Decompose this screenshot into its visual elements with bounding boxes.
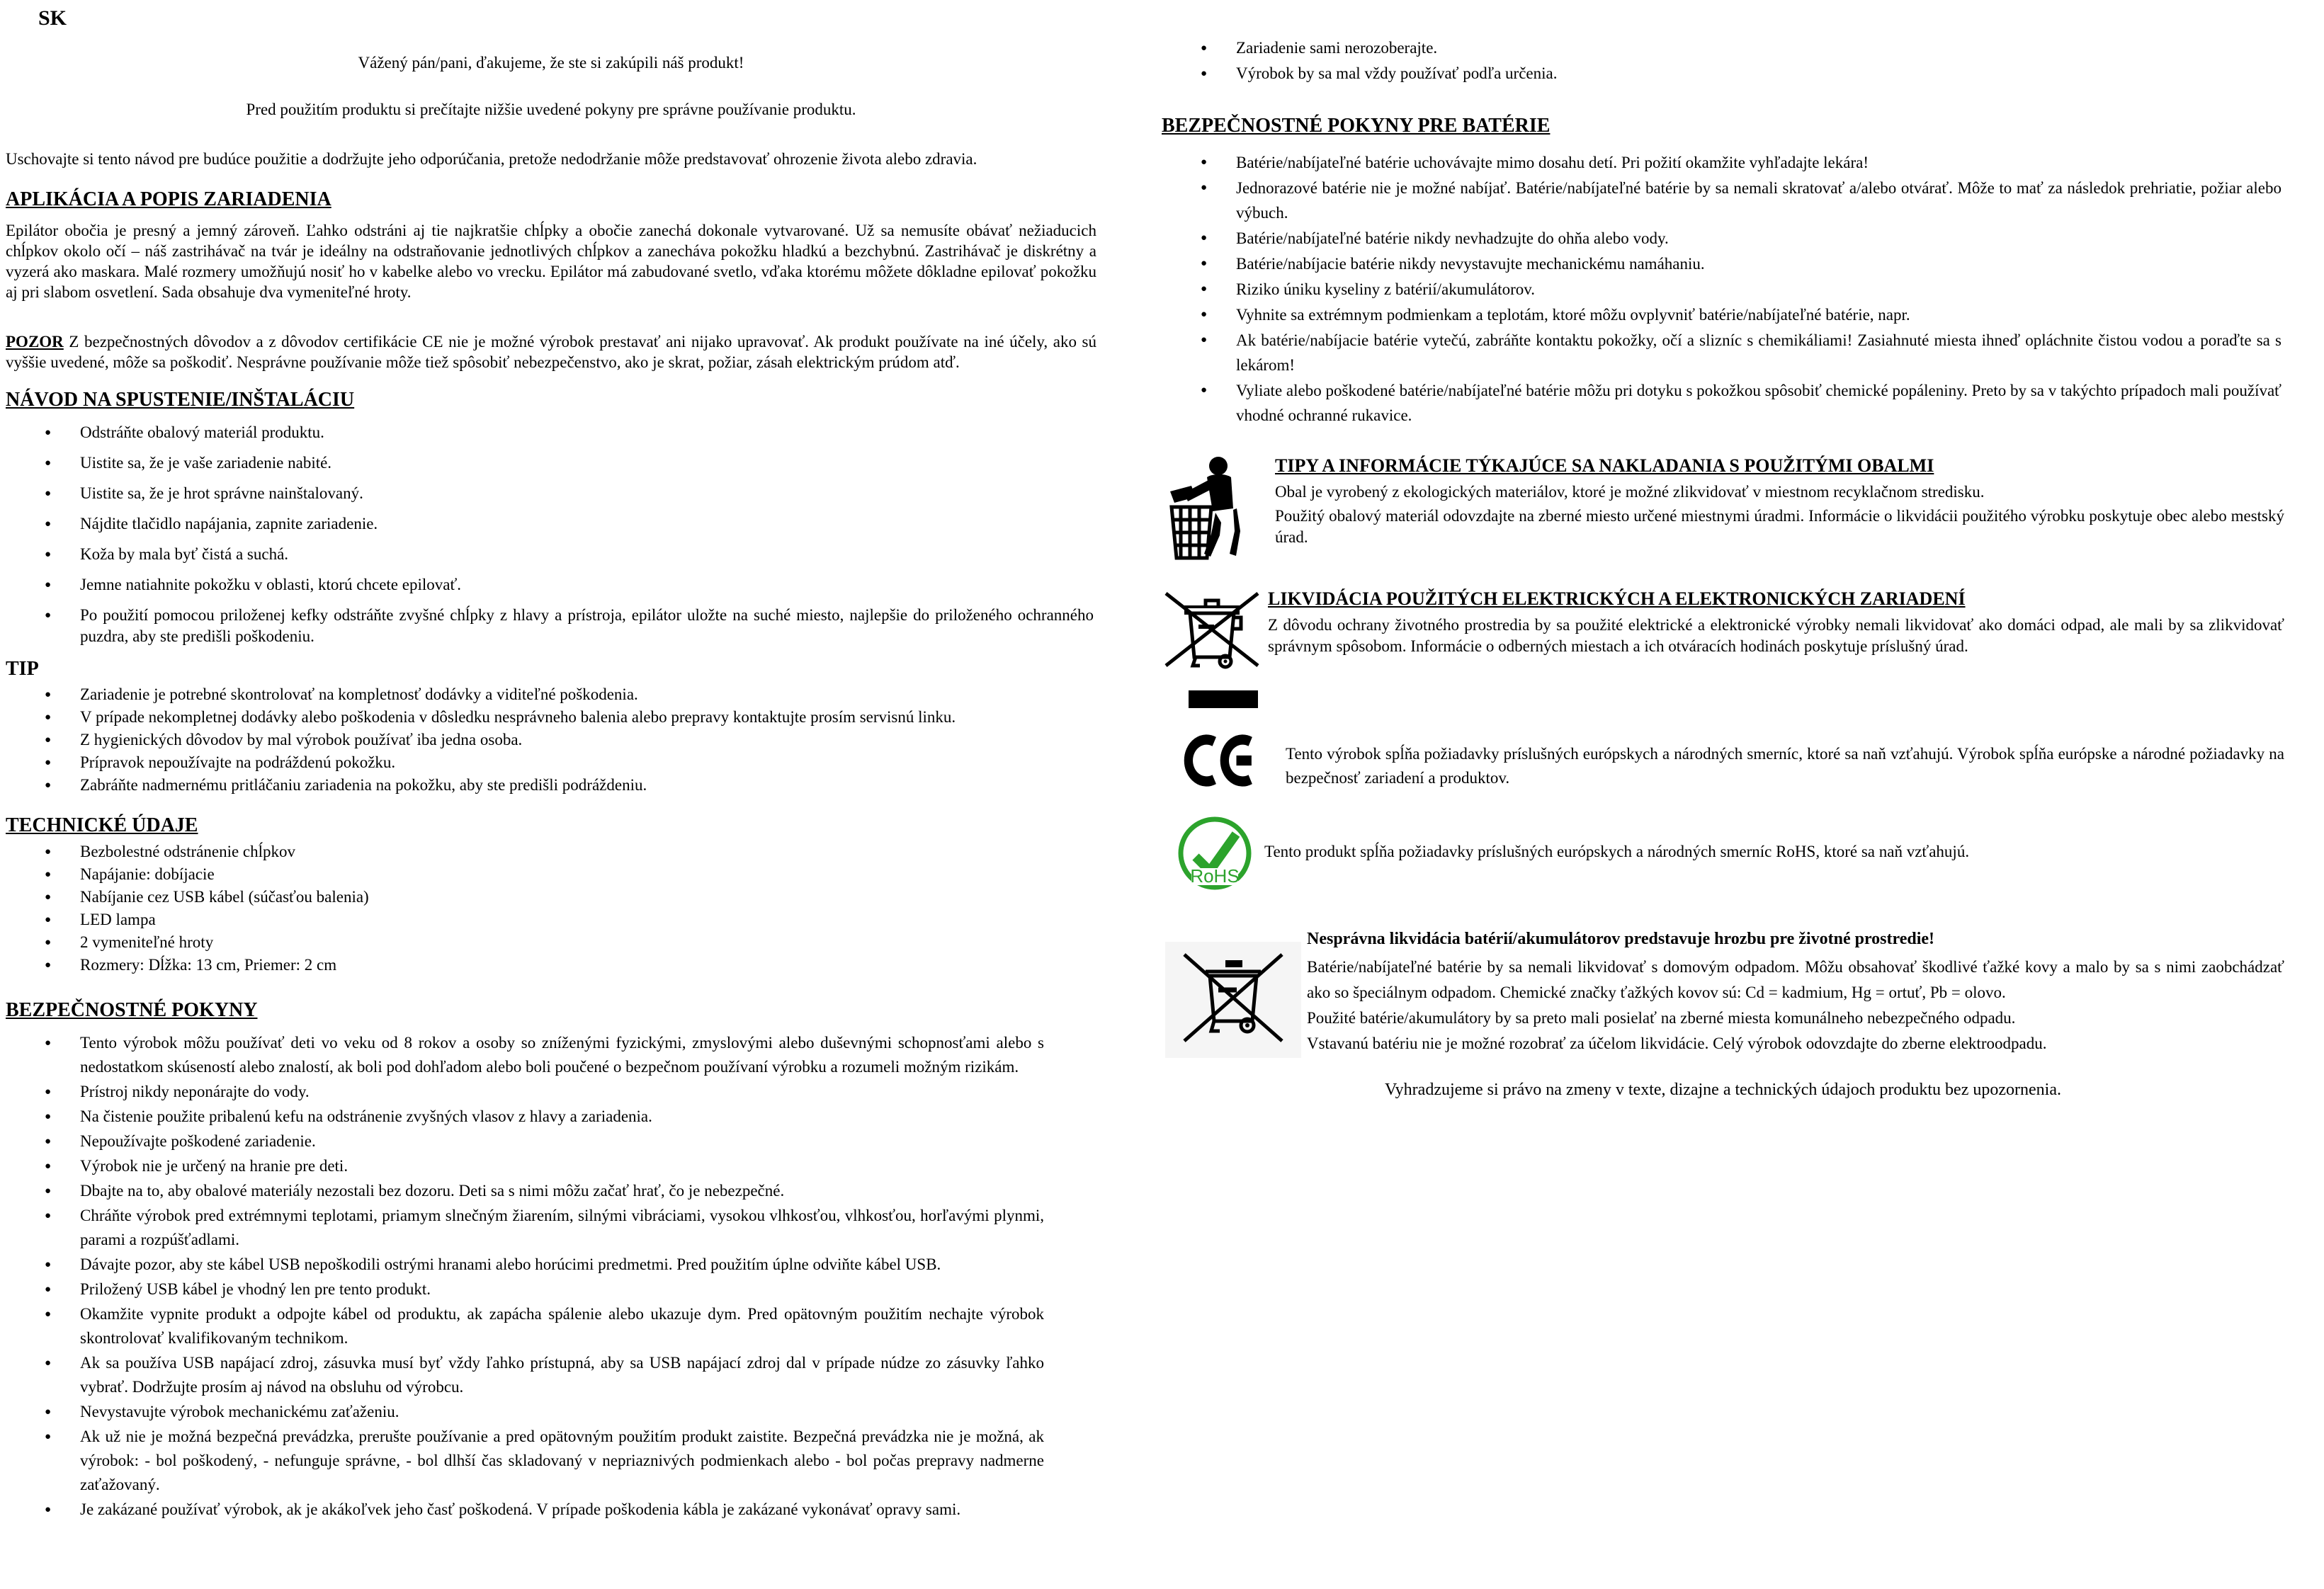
tip-list <box>6 684 1096 796</box>
list-item: ● Zariadenie je potrebné skontrolovať na kompletnosť dodávky a viditeľné poškodenia. <box>6 684 1096 705</box>
footer-note: Vyhradzujeme si právo na zmeny v texte, dizajne a technických údajoch produktu bez upozornenia. <box>1385 1081 2061 1099</box>
ce-section <box>1162 729 2284 797</box>
packaging-paragraph-1: Obal je vyrobený z ekologických materiálov, ktoré je možné zlikvidovať v miestnom recyklačnom stredisku. <box>1275 483 1985 501</box>
battery-disposal-heading: Nesprávna likvidácia batérií/akumulátorov predstavuje hrozbu pre životné prostredie! <box>1307 930 1935 948</box>
bullet-icon: ● <box>45 959 52 971</box>
bullet-icon: ● <box>45 757 52 768</box>
startup-list <box>6 422 1096 647</box>
list-item: ● Nepoužívajte poškodené zariadenie. <box>6 1129 1047 1154</box>
bullet-icon: ● <box>45 712 52 723</box>
list-item: ● Batérie/nabíjacie batérie nikdy nevystavujte mechanickému namáhaniu. <box>1162 251 2284 276</box>
bullet-icon: ● <box>1201 334 1208 346</box>
list-item: ● Nabíjanie cez USB kábel (súčasťou balenia) <box>6 887 1096 908</box>
section-heading-packaging: TIPY A INFORMÁCIE TÝKAJÚCE SA NAKLADANIA S POUŽITÝMI OBALMI <box>1275 455 1934 476</box>
bullet-icon: ● <box>1201 156 1208 168</box>
bullet-icon: ● <box>1201 68 1208 79</box>
weee-disposal-section <box>1162 586 2284 674</box>
crossed-out-bin-battery-icon <box>1165 942 1301 1058</box>
list-item: ● Dávajte pozor, aby ste kábel USB nepoškodili ostrými hranami alebo horúcimi predmetmi. Pred použitím úplne odviňte kábel USB. <box>6 1253 1047 1277</box>
bullet-icon: ● <box>45 780 52 791</box>
battery-safety-list <box>1162 150 2284 428</box>
bullet-icon: ● <box>45 914 52 926</box>
language-tag: SK <box>38 6 67 30</box>
bullet-icon: ● <box>45 1185 52 1197</box>
application-paragraph: Epilátor obočia je presný a jemný zároveň. Ľahko odstráni aj tie najkratšie chĺpky a obočie zanechá dokonale vytvarované. Už sa nemusíte obávať nežiaducich chĺpkov okolo očí – náš zastrihávač na tvár je ideálny na odstraňovanie jednotlivých chĺpkov a zanecháva pokožku hladkú a bezchybnú. Zastrihávač je diskrétny a vyzerá ako maskara. Malé rozmery umožňujú nosiť ho v kabelke alebo vo vrecku. Epilátor má zabudované svetlo, vďaka ktorému môžete dôkladne epilovať pokožku aj pri slabom osvetlení. Sada obsahuje dva vymeniteľné hroty. <box>6 222 1096 301</box>
list-item: ● Ak už nie je možná bezpečná prevádzka, prerušte používanie a pred opätovným použitím produkt zaistite. Bezpečná prevádzka nie je možná, ak výrobok: - bol poškodený, - nefunguje správne, - bol dlhší čas skladovaný v nepriaznivých podmienkach alebo - bol počas prepravy nadmerne zaťažovaný. <box>6 1425 1047 1497</box>
bullet-icon: ● <box>1201 182 1208 193</box>
greeting-line: Vážený pán/pani, ďakujeme, že ste si zakúpili náš produkt! <box>358 54 744 72</box>
list-item: ● Vyhnite sa extrémnym podmienkam a teplotám, ktoré môžu ovplyvniť batérie/nabíjateľné batérie, napr. <box>1162 302 2284 327</box>
bullet-icon: ● <box>45 427 52 438</box>
battery-disposal-section <box>1162 926 2284 1061</box>
list-item: ● Jednorazové batérie nie je možné nabíjať. Batérie/nabíjateľné batérie by sa nemali skratovať a/alebo otvárať. Môže to mať za následok prehriatie, požiar alebo výbuch. <box>1162 176 2284 225</box>
bullet-icon: ● <box>45 1161 52 1172</box>
bullet-icon: ● <box>45 1086 52 1098</box>
tidy-man-icon <box>1167 455 1247 566</box>
bullet-icon: ● <box>45 488 52 499</box>
bullet-icon: ● <box>45 549 52 560</box>
list-item: ● Jemne natiahnite pokožku v oblasti, ktorú chcete epilovať. <box>6 574 1096 596</box>
list-item: ● LED lampa <box>6 909 1096 930</box>
bullet-icon: ● <box>1201 258 1208 269</box>
list-item: ● Je zakázané používať výrobok, ak je akákoľvek jeho časť poškodená. V prípade poškodenia kábla je zakázané vykonávať opravy sami. <box>6 1498 1047 1522</box>
warning-text: Z bezpečnostných dôvodov a z dôvodov certifikácie CE nie je možné výrobok prestavať ani nijako upravovať. Ak produkt používate na iné účely, ako sú vyššie uvedené, môže sa poškodiť. Nesprávne používanie môže tiež spôsobiť nebezpečenstvo, ako je skrat, požiar, zásah elektrickým prúdom atď. <box>6 333 1096 371</box>
list-item: ● Okamžite vypnite produkt a odpojte kábel od produktu, ak zapácha spálenie alebo ukazuje dym. Pred opätovným použitím nechajte výrobok skontrolovať kvalifikovaným technikom. <box>6 1302 1047 1350</box>
bullet-icon: ● <box>45 892 52 903</box>
list-item: ● Koža by mala byť čistá a suchá. <box>6 544 1096 565</box>
list-item: ● Batérie/nabíjateľné batérie nikdy nevhadzujte do ohňa alebo vody. <box>1162 226 2284 251</box>
list-item: ● Zariadenie sami nerozoberajte. <box>1162 35 2284 61</box>
black-bar <box>1189 690 1258 708</box>
bullet-icon: ● <box>45 1210 52 1221</box>
crossed-out-wheelie-bin-icon <box>1162 588 1262 676</box>
list-item: ● Nájdite tlačidlo napájania, zapnite zariadenie. <box>6 513 1096 535</box>
section-heading-safety: BEZPEČNOSTNÉ POKYNY <box>6 999 258 1021</box>
section-heading-application: APLIKÁCIA A POPIS ZARIADENIA <box>6 188 331 210</box>
list-item: ● Rozmery: Dĺžka: 13 cm, Priemer: 2 cm <box>6 955 1096 976</box>
bullet-icon: ● <box>45 1136 52 1147</box>
rohs-label: RoHS <box>1190 865 1240 887</box>
battery-disposal-paragraph-3: Vstavanú batériu nie je možné rozobrať za účelom likvidácie. Celý výrobok odovzdajte do zberne elektroodpadu. <box>1307 1035 2047 1052</box>
list-item: ● Priložený USB kábel je vhodný len pre tento produkt. <box>6 1277 1047 1302</box>
list-item: ● V prípade nekompletnej dodávky alebo poškodenia v dôsledku nesprávneho balenia alebo prepravy kontaktujte prosím servisnú linku. <box>6 707 1096 728</box>
bullet-icon: ● <box>45 869 52 880</box>
packaging-disposal-section <box>1162 453 2284 566</box>
section-heading-weee: LIKVIDÁCIA POUŽITÝCH ELEKTRICKÝCH A ELEKTRONICKÝCH ZARIADENÍ <box>1268 588 1966 609</box>
bullet-icon: ● <box>45 937 52 948</box>
bullet-icon: ● <box>1201 232 1208 244</box>
list-item: ● Na čistenie použite pribalenú kefu na odstránenie zvyšných vlasov z hlavy a zariadenia. <box>6 1105 1047 1129</box>
list-item: ● Nevystavujte výrobok mechanickému zaťaženiu. <box>6 1400 1047 1424</box>
technical-list <box>6 841 1096 976</box>
left-column <box>6 0 1096 1522</box>
bullet-icon: ● <box>1201 283 1208 295</box>
ce-mark-icon <box>1179 732 1261 793</box>
list-item: ● Napájanie: dobíjacie <box>6 864 1096 885</box>
bullet-icon: ● <box>45 1406 52 1418</box>
bullet-icon: ● <box>45 734 52 746</box>
bullet-icon: ● <box>45 1504 52 1515</box>
section-heading-battery-safety: BEZPEČNOSTNÉ POKYNY PRE BATÉRIE <box>1162 115 1551 137</box>
list-item: ● Odstráňte obalový materiál produktu. <box>6 422 1096 443</box>
list-item: ● Batérie/nabíjateľné batérie uchovávajte mimo dosahu detí. Pri požití okamžite vyhľadajte lekára! <box>1162 150 2284 175</box>
bullet-icon: ● <box>45 1284 52 1295</box>
rohs-section <box>1162 814 2284 898</box>
list-item: ● Ak batérie/nabíjacie batérie vytečú, zabráňte kontaktu pokožky, očí a slizníc s chemikáliami! Zasiahnuté miesta ihneď opláchnite čistou vodou a poraďte sa s lekárom! <box>1162 328 2284 377</box>
list-item: ● Ak sa používa USB napájací zdroj, zásuvka musí byť vždy ľahko prístupná, aby sa USB napájací zdroj dal v prípade núdze zo zásuvky ľahko vybrať. Dodržujte prosím aj návod na obsluhu od výrobcu. <box>6 1351 1047 1399</box>
packaging-paragraph-2: Použitý obalový materiál odovzdajte na zberné miesto určené miestnymi úradmi. Informácie o likvidácii použitého výrobku poskytuje obec alebo mestský úrad. <box>1275 507 2284 546</box>
warning-paragraph <box>6 331 1096 372</box>
battery-disposal-paragraph-1: Batérie/nabíjateľné batérie by sa nemali likvidovať s domovým odpadom. Môžu obsahovať škodlivé ťažké kovy a malo by sa s nimi zaobchádzať ako so špeciálnym odpadom. Chemické značky ťažkých kovov sú: Cd = kadmium, Hg = ortuť, Pb = olovo. <box>1307 958 2284 1001</box>
bullet-icon: ● <box>45 1111 52 1122</box>
bullet-icon: ● <box>1201 42 1208 54</box>
list-item: ● Výrobok by sa mal vždy používať podľa určenia. <box>1162 61 2284 86</box>
safety-continued-list <box>1162 35 2284 86</box>
list-item: ● Vyliate alebo poškodené batérie/nabíjateľné batérie môžu pri dotyku s pokožkou spôsobiť chemické popáleniny. Preto by sa v takýchto prípadoch mali používať vhodné ochranné rukavice. <box>1162 378 2284 428</box>
bullet-icon: ● <box>1201 309 1208 320</box>
list-item: ● Z hygienických dôvodov by mal výrobok používať iba jedna osoba. <box>6 729 1096 751</box>
bullet-icon: ● <box>45 457 52 469</box>
list-item: ● 2 vymeniteľné hroty <box>6 932 1096 953</box>
section-heading-tip: TIP <box>6 658 39 680</box>
bullet-icon: ● <box>45 689 52 700</box>
bullet-icon: ● <box>45 846 52 858</box>
rohs-paragraph: Tento produkt spĺňa požiadavky príslušných európskych a národných smerníc RoHS, ktoré sa naň vzťahujú. <box>1264 843 1970 860</box>
list-item: ● Uistite sa, že je vaše zariadenie nabité. <box>6 452 1096 474</box>
bullet-icon: ● <box>45 1037 52 1049</box>
list-item: ● Zabráňte nadmernému pritláčaniu zariadenia na pokožku, aby ste predišli podráždeniu. <box>6 775 1096 796</box>
list-item: ● Chráňte výrobok pred extrémnymi teplotami, priamym slnečným žiarením, silnými vibráciami, vysokou vlhkosťou, vlhkosťou, horľavými plynmi, parami a rozpúšťadlami. <box>6 1204 1047 1252</box>
bullet-icon: ● <box>45 1309 52 1320</box>
list-item: ● Tento výrobok môžu používať deti vo veku od 8 rokov a osoby so zníženými fyzickými, zmyslovými alebo duševnými schopnosťami alebo s nedostatkom skúseností alebo znalostí, ak boli pod dohľadom alebo boli poučené o bezpečnom používaní výrobku a rozumeli možným rizikám. <box>6 1031 1047 1079</box>
section-heading-startup: NÁVOD NA SPUSTENIE/INŠTALÁCIU <box>6 389 355 411</box>
read-first-line: Pred použitím produktu si prečítajte nižšie uvedené pokyny pre správne používanie produktu. <box>246 101 856 118</box>
bullet-icon: ● <box>45 518 52 530</box>
ce-paragraph: Tento výrobok spĺňa požiadavky príslušných európskych a národných smerníc, ktoré sa naň vzťahujú. Výrobok spĺňa európske a národné požiadavky na bezpečnosť zariadení a produktov. <box>1286 745 2284 787</box>
bullet-icon: ● <box>45 1259 52 1270</box>
bullet-icon: ● <box>45 1357 52 1369</box>
list-item: ● Uistite sa, že je hrot správne nainštalovaný. <box>6 483 1096 504</box>
warning-label: POZOR <box>6 333 64 351</box>
rohs-icon <box>1176 814 1254 896</box>
bullet-icon: ● <box>45 579 52 591</box>
list-item: ● Bezbolestné odstránenie chĺpkov <box>6 841 1096 862</box>
list-item: ● Riziko úniku kyseliny z batérií/akumulátorov. <box>1162 277 2284 302</box>
bullet-icon: ● <box>45 610 52 621</box>
right-column <box>1162 0 2284 1100</box>
battery-disposal-paragraph-2: Použité batérie/akumulátory by sa preto mali posielať na zberné miesta komunálneho nebezpečného odpadu. <box>1307 1009 2016 1027</box>
list-item: ● Prístroj nikdy neponárajte do vody. <box>6 1080 1047 1104</box>
list-item: ● Po použití pomocou priloženej kefky odstráňte zvyšné chĺpky z hlavy a prístroja, epilátor uložte na suché miesto, najlepšie do priloženého ochranného puzdra, aby ste predišli poškodeniu. <box>6 605 1096 647</box>
section-heading-technical: TECHNICKÉ ÚDAJE <box>6 814 198 836</box>
list-item: ● Výrobok nie je určený na hranie pre deti. <box>6 1154 1047 1178</box>
keep-manual-line: Uschovajte si tento návod pre budúce použitie a dodržujte jeho odporúčania, pretože nedodržanie môže predstavovať ohrozenie života alebo zdravia. <box>6 150 977 168</box>
safety-list <box>6 1031 1047 1522</box>
list-item: ● Prípravok nepoužívajte na podráždenú pokožku. <box>6 752 1096 773</box>
weee-paragraph: Z dôvodu ochrany životného prostredia by sa použité elektrické a elektronické výrobky nemali likvidovať ako domáci odpad, ale mali by sa zlikvidovať správnym spôsobom. Informácie o odberných miestach a ich otváracích hodinách poskytuje príslušný úrad. <box>1268 616 2284 655</box>
bullet-icon: ● <box>45 1431 52 1442</box>
list-item: ● Dbajte na to, aby obalové materiály nezostali bez dozoru. Deti sa s nimi môžu začať hrať, čo je nebezpečné. <box>6 1179 1047 1203</box>
bullet-icon: ● <box>1201 385 1208 396</box>
